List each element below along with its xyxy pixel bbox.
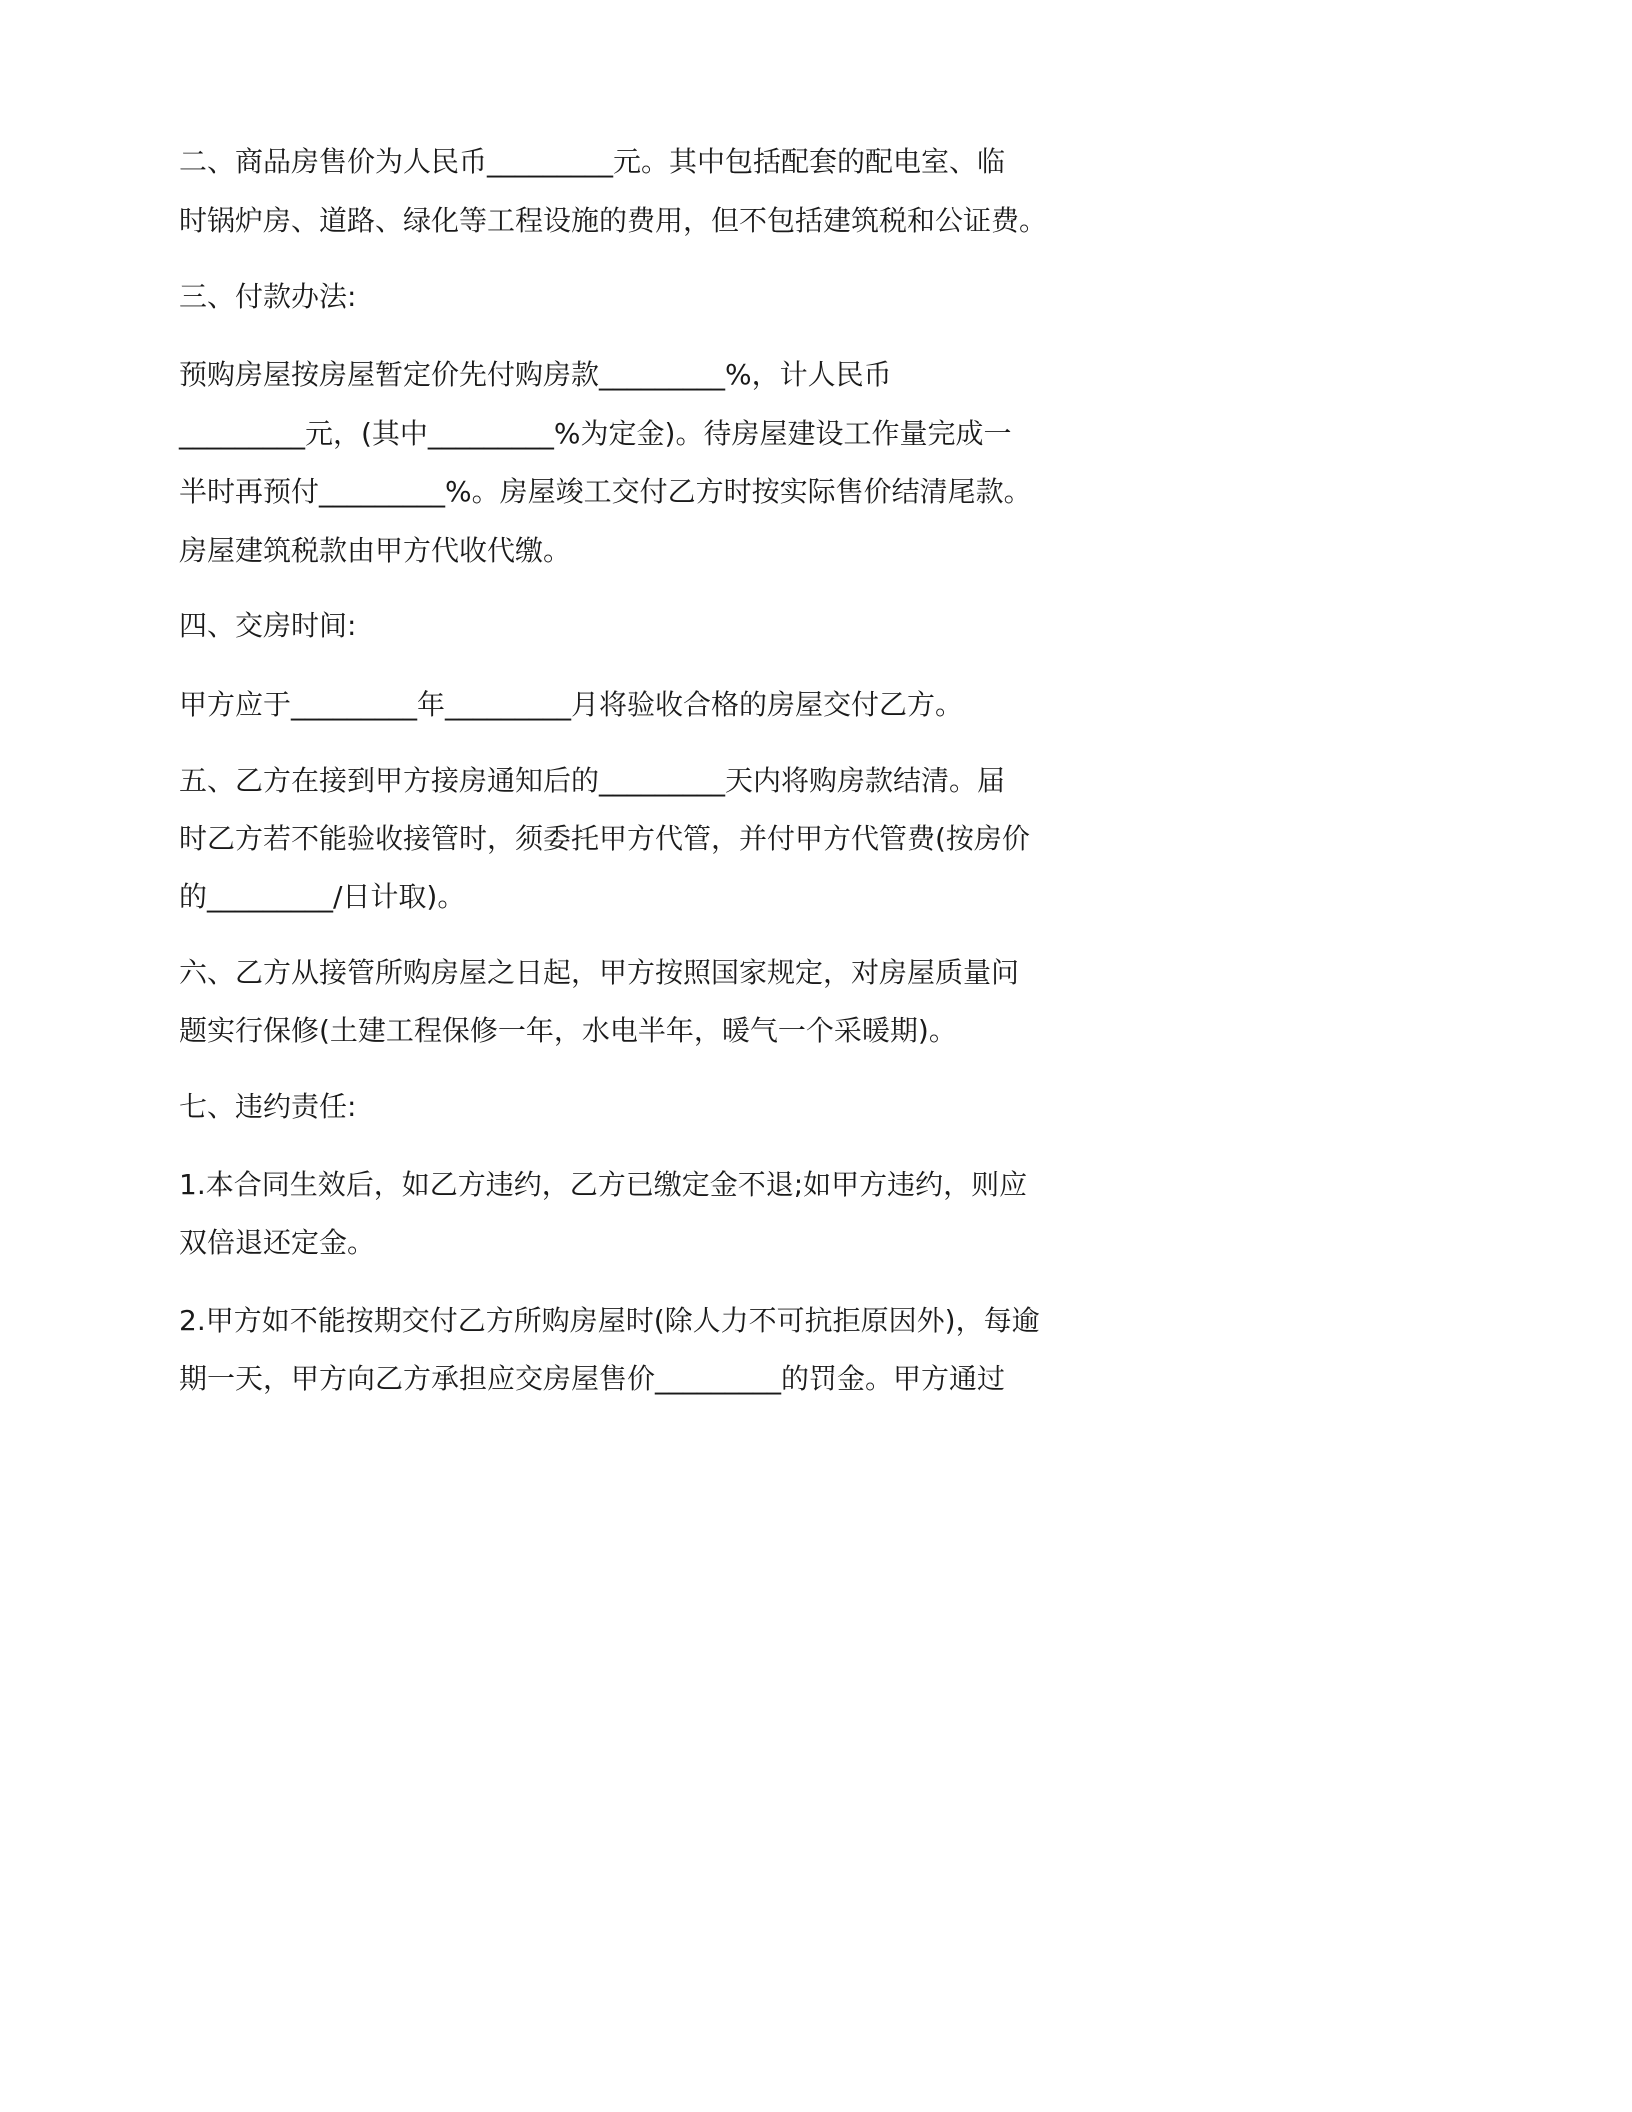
clause-7-item-1-line-2: 双倍退还定金。	[179, 1226, 376, 1259]
clause-3-line-3: 半时再预付_________%。房屋竣工交付乙方时按实际售价结清尾款。	[179, 475, 1032, 508]
clause-7-item-2-line-1: 2.甲方如不能按期交付乙方所购房屋时(除人力不可抗拒原因外)，每逾	[179, 1304, 1040, 1337]
clause-7-heading: 七、违约责任:	[179, 1090, 357, 1123]
clause-5-line-3: 的_________/日计取)。	[179, 880, 466, 913]
clause-7-item-1-line-1: 1.本合同生效后，如乙方违约，乙方已缴定金不退;如甲方违约，则应	[179, 1168, 1028, 1201]
clause-5-line-2: 时乙方若不能验收接管时，须委托甲方代管，并付甲方代管费(按房价	[179, 822, 1030, 855]
clause-3-line-1: 预购房屋按房屋暂定价先付购房款_________%，计人民币	[179, 358, 892, 391]
clause-3-heading: 三、付款办法:	[179, 280, 357, 313]
clause-3-line-4: 房屋建筑税款由甲方代收代缴。	[179, 534, 572, 567]
clause-2-line-1: 二、商品房售价为人民币_________元。其中包括配套的配电室、临	[179, 145, 1006, 178]
clause-7-item-2-line-2: 期一天，甲方向乙方承担应交房屋售价_________的罚金。甲方通过	[179, 1362, 1006, 1395]
clause-5-line-1: 五、乙方在接到甲方接房通知后的_________天内将购房款结清。届	[179, 764, 1006, 797]
clause-6-line-2: 题实行保修(土建工程保修一年，水电半年，暖气一个采暖期)。	[179, 1014, 957, 1047]
clause-4-line-1: 甲方应于_________年_________月将验收合格的房屋交付乙方。	[179, 688, 964, 721]
clause-4-heading: 四、交房时间:	[179, 609, 357, 642]
clause-3-line-2: _________元，(其中_________%为定金)。待房屋建设工作量完成一	[179, 417, 1012, 450]
clause-2-line-2: 时锅炉房、道路、绿化等工程设施的费用，但不包括建筑税和公证费。	[179, 204, 1048, 237]
clause-6-line-1: 六、乙方从接管所购房屋之日起，甲方按照国家规定，对房屋质量问	[179, 956, 1020, 989]
